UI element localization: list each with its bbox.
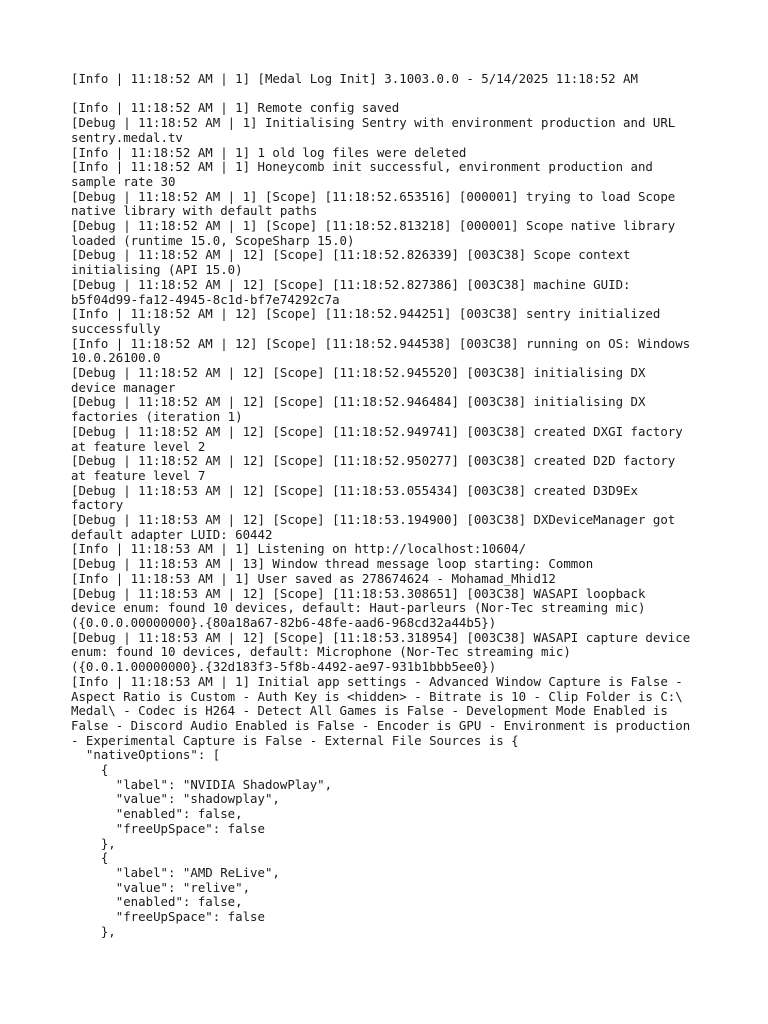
log-line: [Debug | 11:18:53 AM | 12] [Scope] [11:18:53.308651] [003C38] WASAPI loopback	[71, 585, 646, 601]
log-line: [Info | 11:18:52 AM | 1] [Medal Log Init] 3.1003.0.0 - 5/14/2025 11:18:52 AM	[71, 71, 638, 86]
log-line: ({0.0.1.00000000}.{32d183f3-5f8b-4492-ae97-931b1bbb5ee0})	[71, 659, 497, 675]
log-line: native library with default paths	[71, 203, 318, 219]
log-line: factory	[71, 497, 124, 513]
log-line: sentry.medal.tv	[71, 129, 183, 145]
log-line: "freeUpSpace": false	[71, 909, 265, 925]
log-line: [Debug | 11:18:53 AM | 12] [Scope] [11:18:53.055434] [003C38] created D3D9Ex	[71, 482, 638, 498]
log-line: at feature level 7	[71, 467, 206, 483]
log-line: "enabled": false,	[71, 806, 243, 822]
log-line: [Debug | 11:18:52 AM | 12] [Scope] [11:18:52.826339] [003C38] Scope context	[71, 247, 631, 263]
log-line: device manager	[71, 379, 176, 395]
log-line: "freeUpSpace": false	[71, 820, 265, 836]
log-line: [Debug | 11:18:52 AM | 12] [Scope] [11:18:52.945520] [003C38] initialising DX	[71, 365, 646, 381]
log-line: enum: found 10 devices, default: Microphone (Nor-Tec streaming mic)	[71, 644, 571, 660]
log-line: successfully	[71, 320, 161, 336]
log-line: [Info | 11:18:52 AM | 1] Remote config saved	[71, 100, 400, 116]
log-line: [Debug | 11:18:53 AM | 12] [Scope] [11:18:53.194900] [003C38] DXDeviceManager got	[71, 512, 676, 528]
log-line: device enum: found 10 devices, default: Haut-parleurs (Nor-Tec streaming mic)	[71, 600, 646, 616]
log-line: [Debug | 11:18:52 AM | 12] [Scope] [11:18:52.946484] [003C38] initialising DX	[71, 394, 646, 410]
log-line: ({0.0.0.00000000}.{80a18a67-82b6-48fe-aad6-968cd32a44b5})	[71, 615, 497, 630]
log-line: [Info | 11:18:52 AM | 12] [Scope] [11:18:52.944538] [003C38] running on OS: Windows	[71, 335, 691, 351]
blank-line	[71, 87, 701, 102]
log-line: initialising (API 15.0)	[71, 262, 243, 278]
log-line: 10.0.26100.0	[71, 350, 161, 366]
log-line: },	[71, 835, 116, 851]
log-line: },	[71, 923, 116, 939]
log-line: Aspect Ratio is Custom - Auth Key is <hidden> - Bitrate is 10 - Clip Folder is C:\	[71, 688, 683, 704]
log-line: [Info | 11:18:52 AM | 1] Honeycomb init successful, environment production and	[71, 159, 653, 175]
log-line: "value": "relive",	[71, 879, 251, 895]
log-line: [Debug | 11:18:52 AM | 1] [Scope] [11:18:52.653516] [000001] trying to load Scope	[71, 188, 676, 204]
log-line: [Debug | 11:18:52 AM | 12] [Scope] [11:18:52.949741] [003C38] created DXGI factory	[71, 423, 683, 439]
log-line: - Experimental Capture is False - External File Sources is {	[71, 732, 519, 748]
log-line: [Debug | 11:18:53 AM | 13] Window thread message loop starting: Common	[71, 556, 594, 572]
log-line: "nativeOptions": [	[71, 747, 221, 763]
log-line: factories (iteration 1)	[71, 409, 243, 425]
log-line: [Debug | 11:18:53 AM | 12] [Scope] [11:18:53.318954] [003C38] WASAPI capture device	[71, 629, 691, 645]
log-line: [Info | 11:18:52 AM | 1] 1 old log files were deleted	[71, 144, 467, 160]
log-document	[71, 72, 701, 939]
log-line: "enabled": false,	[71, 894, 243, 910]
log-line: [Info | 11:18:53 AM | 1] User saved as 278674624 - Mohamad_Mhid12	[71, 570, 556, 586]
log-line: {	[71, 762, 109, 778]
log-line: [Info | 11:18:52 AM | 12] [Scope] [11:18:52.944251] [003C38] sentry initialized	[71, 306, 661, 322]
log-line: "label": "NVIDIA ShadowPlay",	[71, 776, 333, 792]
log-line: sample rate 30	[71, 173, 176, 189]
log-line: False - Discord Audio Enabled is False - Encoder is GPU - Environment is production	[71, 717, 691, 733]
log-line: [Info | 11:18:53 AM | 1] Listening on http://localhost:10604/	[71, 541, 527, 557]
log-line: [Debug | 11:18:52 AM | 1] Initialising Sentry with environment production and URL	[71, 115, 676, 131]
log-line: at feature level 2	[71, 438, 206, 454]
log-line: [Debug | 11:18:52 AM | 12] [Scope] [11:18:52.827386] [003C38] machine GUID:	[71, 276, 631, 292]
log-line: loaded (runtime 15.0, ScopeSharp 15.0)	[71, 232, 355, 248]
log-line: Medal\ - Codec is H264 - Detect All Games is False - Development Mode Enabled is	[71, 703, 668, 719]
log-line: b5f04d99-fa12-4945-8c1d-bf7e74292c7a	[71, 291, 340, 307]
log-line: default adapter LUID: 60442	[71, 526, 273, 542]
log-line: [Debug | 11:18:52 AM | 1] [Scope] [11:18:52.813218] [000001] Scope native library	[71, 218, 676, 234]
log-line: {	[71, 850, 109, 866]
log-line: [Debug | 11:18:52 AM | 12] [Scope] [11:18:52.950277] [003C38] created D2D factory	[71, 453, 676, 469]
log-line: "value": "shadowplay",	[71, 791, 280, 807]
log-line: [Info | 11:18:53 AM | 1] Initial app settings - Advanced Window Capture is False -	[71, 673, 683, 689]
log-line: "label": "AMD ReLive",	[71, 864, 280, 880]
